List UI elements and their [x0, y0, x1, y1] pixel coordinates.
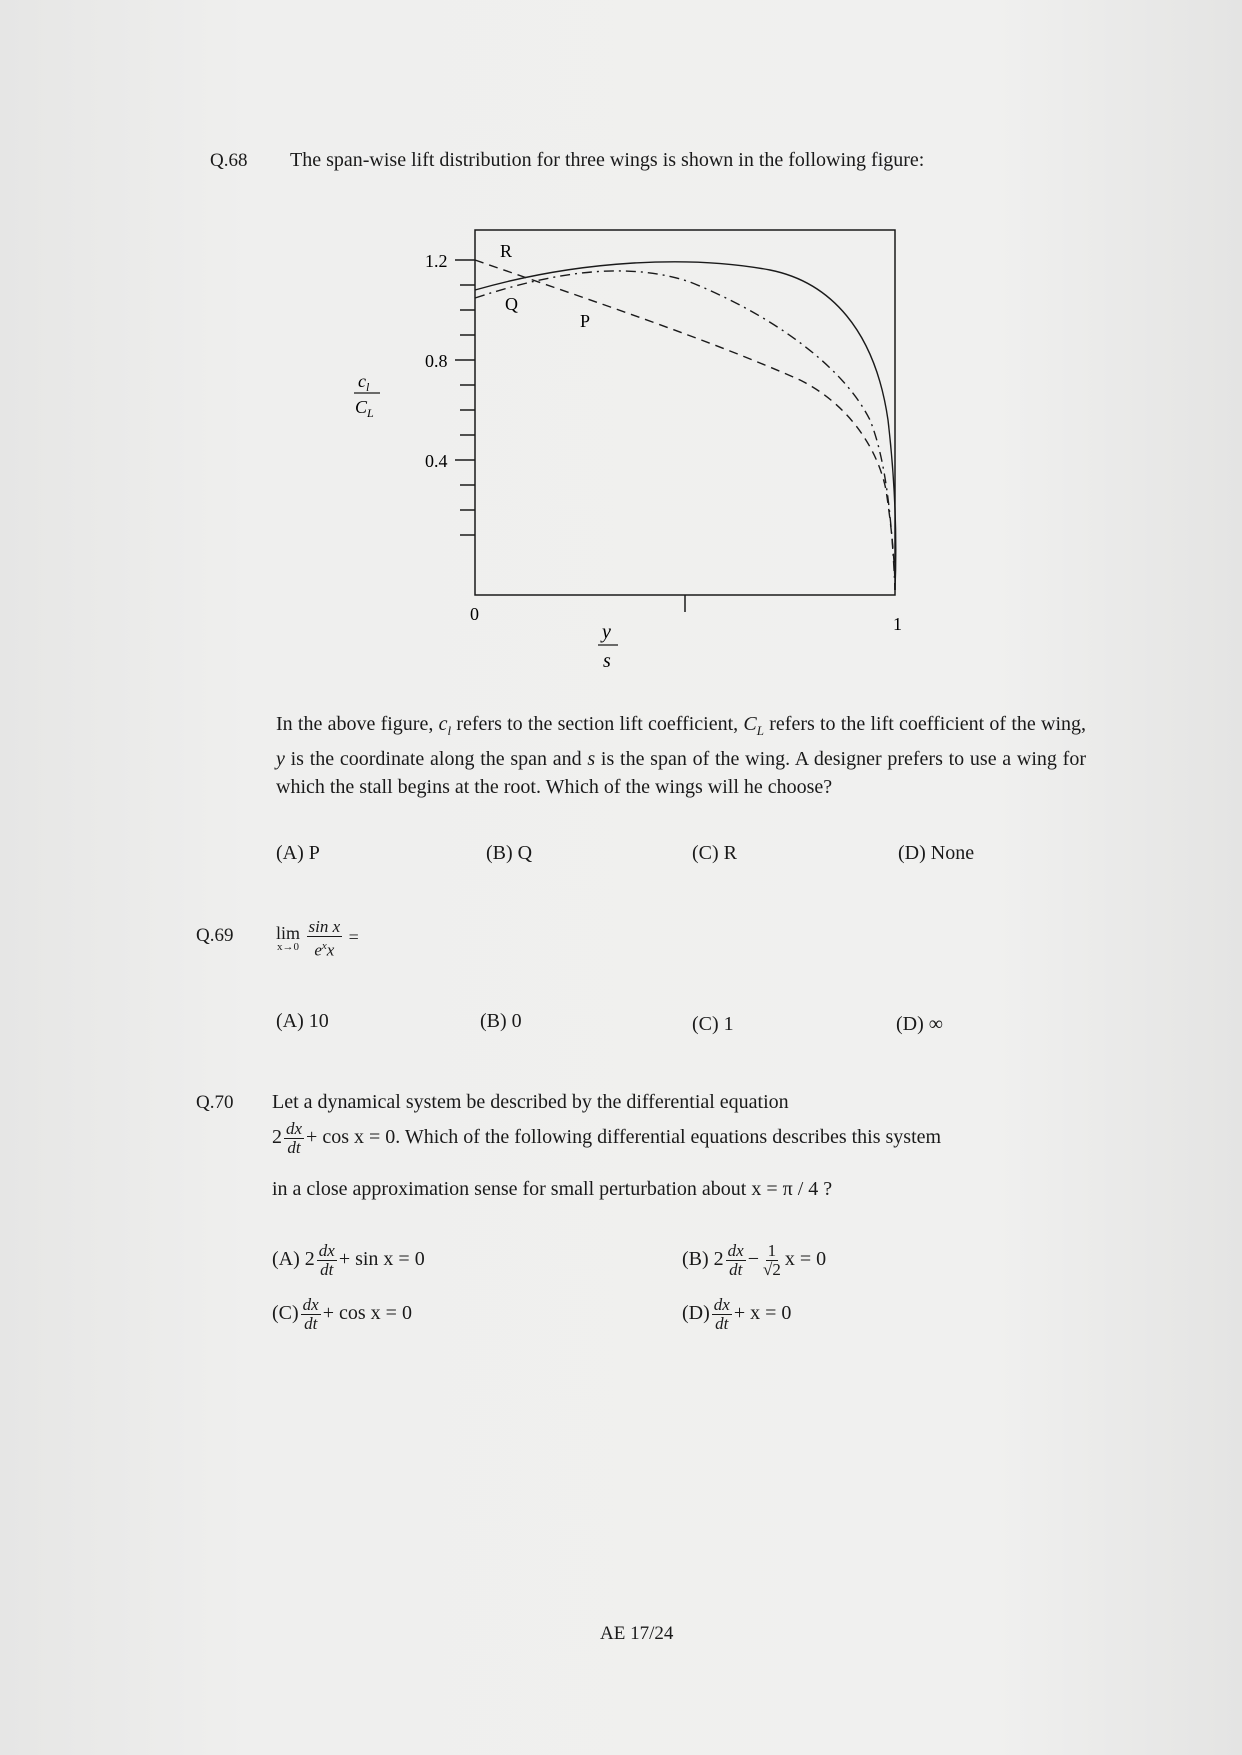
question-explanation: In the above figure, $c_l$ refers to the section lift coefficient, $C_L$ refers to the lift coefficient of the wing, y is the coordinate along the span and s is the span of the wing. A designer prefers to use a wing for which the stall begins at the root. Which of the wings will he choose? — [276, 713, 1087, 798]
x-tick-label: 0 — [470, 604, 479, 624]
option-b[interactable]: (B) 0 — [480, 1010, 522, 1032]
limit-expression: lim x→0 $\frac{\text{sin x}}{e^xx}$ = — [276, 917, 359, 960]
curve-q — [475, 271, 895, 590]
option-a[interactable]: (A) 2 $\frac{dx}{dt}$ + sin x = 0 — [272, 1241, 425, 1279]
question-number: Q.68 — [210, 150, 248, 171]
y-tick-label: 0.8 — [425, 351, 448, 371]
question-number: Q.70 — [196, 1092, 234, 1113]
option-d[interactable]: (D) $\frac{dx}{dt}$ + x = 0 — [682, 1295, 792, 1333]
curve-p — [475, 260, 895, 590]
option-a[interactable]: (A) P — [276, 842, 320, 864]
option-b[interactable]: (B) Q — [486, 842, 533, 864]
option-c[interactable]: (C) $\frac{dx}{dt}$ + cos x = 0 — [272, 1295, 412, 1333]
curve-label-q: Q — [505, 294, 518, 314]
question-stem: Let a dynamical system be described by the differential equation — [272, 1091, 789, 1113]
option-a[interactable]: (A) 10 — [276, 1010, 329, 1032]
y-tick-label: 0.4 — [425, 451, 448, 471]
plot-frame — [475, 230, 895, 595]
x-axis-label-num: y — [602, 621, 611, 643]
curve-r — [475, 262, 896, 590]
option-d[interactable]: (D) ∞ — [896, 1013, 944, 1035]
question-number: Q.69 — [196, 925, 234, 946]
y-axis-label-den: $C_L$ — [355, 397, 374, 420]
option-c[interactable]: (C) 1 — [692, 1013, 734, 1035]
curve-label-p: P — [580, 311, 591, 331]
y-axis-label-num: $c_l$ — [358, 371, 370, 394]
question-stem-cont: in a close approximation sense for small perturbation about x = π / 4 ? — [272, 1178, 833, 1200]
x-tick-label: 1 — [893, 614, 902, 634]
option-c[interactable]: (C) R — [692, 842, 737, 864]
y-tick-label: 1.2 — [425, 251, 448, 271]
question-equation-line: 2 $\frac{dx}{dt}$ + cos x = 0. Which of the following differential equations describes this system — [272, 1119, 942, 1157]
curve-label-r: R — [500, 241, 513, 261]
y-axis-ticks — [455, 260, 685, 612]
page-footer: AE 17/24 — [600, 1623, 674, 1644]
option-b[interactable]: (B) 2 $\frac{dx}{dt}$ − $\frac{1}{√2}$ x = 0 — [682, 1241, 827, 1279]
lift-distribution-figure — [330, 220, 930, 690]
question-stem: The span-wise lift distribution for three wings is shown in the following figure: — [290, 149, 925, 171]
option-d[interactable]: (D) None — [898, 842, 975, 864]
x-axis-label-den: s — [603, 650, 611, 672]
